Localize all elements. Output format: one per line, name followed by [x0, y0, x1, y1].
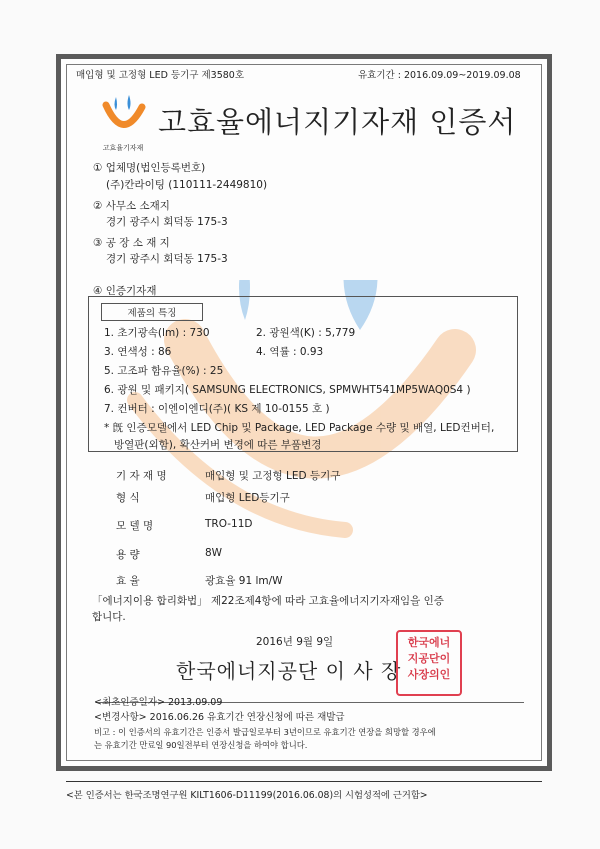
change-history: <변경사항> 2016.06.26 유효기간 연장신청에 따른 재발급 — [94, 712, 345, 723]
equipment-name-value: 매입형 및 고정형 LED 등기구 — [205, 470, 341, 482]
official-seal — [396, 630, 462, 696]
remark-line1: 비고 : 이 인증서의 유효기간은 인증서 발급일로부터 3년이므로 유효기간 연장을 희망할 경우에 — [94, 727, 436, 737]
spec-note-line1: * 旣 인증모델에서 LED Chip 및 Package, LED Package 수량 및 배열, LED컨버터, — [104, 422, 495, 434]
issuer-name: 한국에너지공단 이 사 장 — [176, 659, 402, 683]
spec-color-temperature: 2. 광원색(K) : 5,779 — [256, 327, 356, 339]
issue-date: 2016년 9월 9일 — [256, 636, 334, 648]
company-label: ① 업체명(법인등록번호) — [93, 162, 206, 174]
efficiency-label: 효 율 — [116, 575, 140, 587]
factory-label: ③ 공 장 소 재 지 — [93, 237, 170, 249]
model-value: TRO-11D — [205, 518, 253, 530]
test-report-footnote: <본 인증서는 한국조명연구원 KILT1606-D11199(2016.06.08)의 시험성적에 근거함> — [66, 790, 428, 801]
agency-logo — [98, 95, 148, 151]
type-value: 매입형 LED등기구 — [205, 492, 290, 504]
equipment-label: ④ 인증기자재 — [93, 285, 157, 297]
logo-smile-icon — [98, 95, 148, 139]
statement-line2: 합니다. — [92, 611, 126, 623]
type-label: 형 식 — [116, 492, 140, 504]
efficiency-value: 광효율 91 lm/W — [205, 575, 283, 587]
header-validity: 유효기간 : 2016.09.09~2019.09.08 — [358, 70, 521, 81]
seal-line1: 한국에너 — [407, 636, 451, 649]
first-certification-date: <최초인증일자> 2013.09.09 — [94, 697, 223, 708]
capacity-label: 용 량 — [116, 549, 140, 561]
product-features-tab: 제품의 특징 — [101, 303, 203, 321]
footer-divider — [66, 781, 542, 782]
statement-line1: 「에너지이용 합리화법」 제22조제4항에 따라 고효율에너지기자재임을 인증 — [92, 595, 444, 607]
header-product-number: 매입형 및 고정형 LED 등기구 제3580호 — [76, 70, 245, 81]
logo-caption: 고효율기자재 — [102, 144, 144, 152]
remark-line2: 는 유효기간 만료일 90일전부터 연장신청을 하여야 합니다. — [94, 740, 308, 750]
certificate-title: 고효율에너지기자재 인증서 — [158, 105, 517, 139]
spec-light-source: 6. 광원 및 패키지( SAMSUNG ELECTRONICS, SPMWHT541MP5WAQ0S4 ) — [104, 384, 471, 396]
office-value: 경기 광주시 회덕동 175-3 — [106, 216, 228, 228]
spec-power-factor: 4. 역률 : 0.93 — [256, 346, 324, 358]
spec-harmonics: 5. 고조파 함유율(%) : 25 — [104, 365, 224, 377]
spec-initial-flux: 1. 초기광속(lm) : 730 — [104, 327, 210, 339]
seal-line2: 지공단이 — [407, 652, 451, 665]
spec-converter: 7. 컨버터 : 이엔이엔디(주)( KS 제 10-0155 호 ) — [104, 403, 330, 415]
equipment-name-label: 기 자 재 명 — [116, 470, 167, 482]
factory-value: 경기 광주시 회덕동 175-3 — [106, 253, 228, 265]
spec-note-line2: 방열판(외함), 확산커버 변경에 따른 부품변경 — [114, 439, 322, 451]
company-value: (주)칸라이팅 (110111-2449810) — [106, 179, 268, 191]
capacity-value: 8W — [205, 547, 223, 559]
seal-line3: 사장의인 — [407, 668, 451, 681]
office-label: ② 사무소 소재지 — [93, 200, 170, 212]
model-label: 모 델 명 — [116, 520, 154, 532]
spec-color-rendering: 3. 연색성 : 86 — [104, 346, 172, 358]
